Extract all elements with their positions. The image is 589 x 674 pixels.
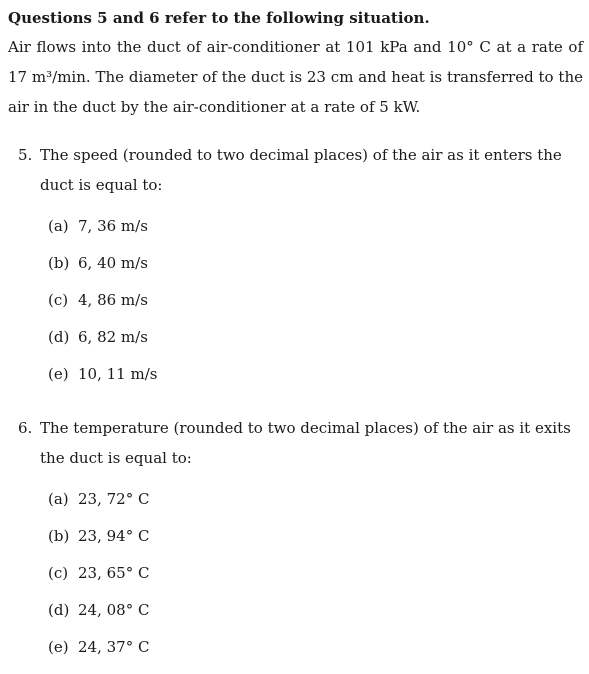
question-text: The speed (rounded to two decimal places) of the air as it enters the duct is equal to: [40,146,562,194]
option-letter: (c) [48,564,69,582]
option-value: 7, 36 m/s [78,217,148,235]
option-value: 23, 94° C [78,527,150,545]
option-value: 4, 86 m/s [78,291,148,309]
question-5 [8,140,583,401]
option-value: 24, 37° C [78,638,150,656]
answer-option-b [48,253,583,290]
question-number: 6. [18,419,33,437]
answer-option-e [48,637,583,674]
option-value: 23, 65° C [78,564,150,582]
answer-option-b [48,526,583,563]
option-value: 6, 40 m/s [78,254,148,272]
option-value: 6, 82 m/s [78,328,148,346]
answer-option-a [48,489,583,526]
option-letter: (c) [48,291,69,309]
option-letter: (a) [48,217,69,235]
option-value: 23, 72° C [78,490,150,508]
option-letter: (d) [48,328,70,346]
answer-options [40,216,583,401]
option-letter: (e) [48,365,69,383]
question-6 [8,413,583,674]
situation-text: Air flows into the duct of air-conditioner at 101 kPa and 10° C at a rate of 17 m³/min. The diameter of the duct is 23 cm and heat is transferred to the air in the duct by the air-conditioner at a rate of 5 kW. [8,38,583,116]
option-value: 10, 11 m/s [78,365,158,383]
answer-option-d [48,327,583,364]
question-number: 5. [18,146,33,164]
option-letter: (b) [48,527,70,545]
answer-option-c [48,290,583,327]
answer-option-e [48,364,583,401]
option-letter: (a) [48,490,69,508]
answer-option-d [48,600,583,637]
option-letter: (d) [48,601,70,619]
answer-options [40,489,583,674]
question-text: The temperature (rounded to two decimal places) of the air as it exits the duct is equal to: [40,419,571,467]
option-value: 24, 08° C [78,601,150,619]
document-page [8,8,583,674]
answer-option-a [48,216,583,253]
option-letter: (b) [48,254,70,272]
section-heading: Questions 5 and 6 refer to the following situation. [8,9,430,27]
answer-option-c [48,563,583,600]
option-letter: (e) [48,638,69,656]
